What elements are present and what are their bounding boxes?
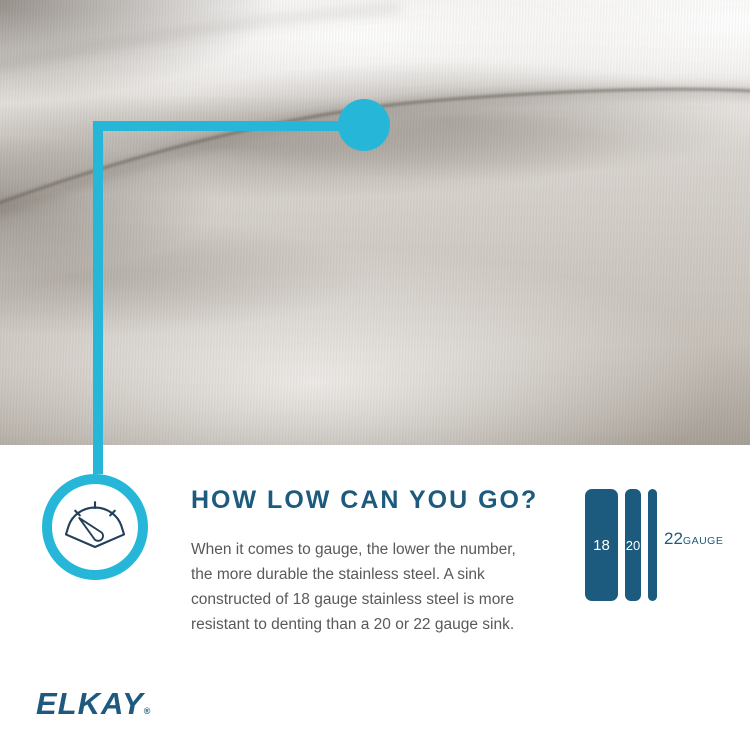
gauge-caption-number: 22 [664,529,683,548]
gauge-bar-18 [585,489,618,601]
gauge-bar-label: 18 [593,536,610,554]
gauge-caption-unit: GAUGE [682,535,724,547]
gauge-bar-22 [648,489,657,601]
gauge-bar-label: 20 [625,537,641,553]
body-line: constructed of 18 gauge stainless steel is more [191,591,515,608]
callout-line-vertical [93,121,103,474]
body-line: the more durable the stainless steel. A sink [191,566,485,583]
body-line: resistant to denting than a 20 or 22 gauge sink. [191,616,515,633]
brand-logo-text: ELKAY [36,686,144,721]
speedometer-gauge-icon [62,498,128,554]
gauge-comparison-bars [585,489,745,601]
section-body [191,537,551,637]
gauge-bar-caption [664,529,723,549]
registered-trademark-icon: ® [143,706,151,716]
brand-logo [36,686,150,722]
gauge-bar-20 [625,489,641,601]
section-headline: HOW LOW CAN YOU GO? [191,486,539,514]
callout-dot [338,99,390,151]
callout-line-horizontal [98,121,364,131]
gauge-icon-circle [42,474,148,580]
body-line: When it comes to gauge, the lower the number, [191,541,516,558]
